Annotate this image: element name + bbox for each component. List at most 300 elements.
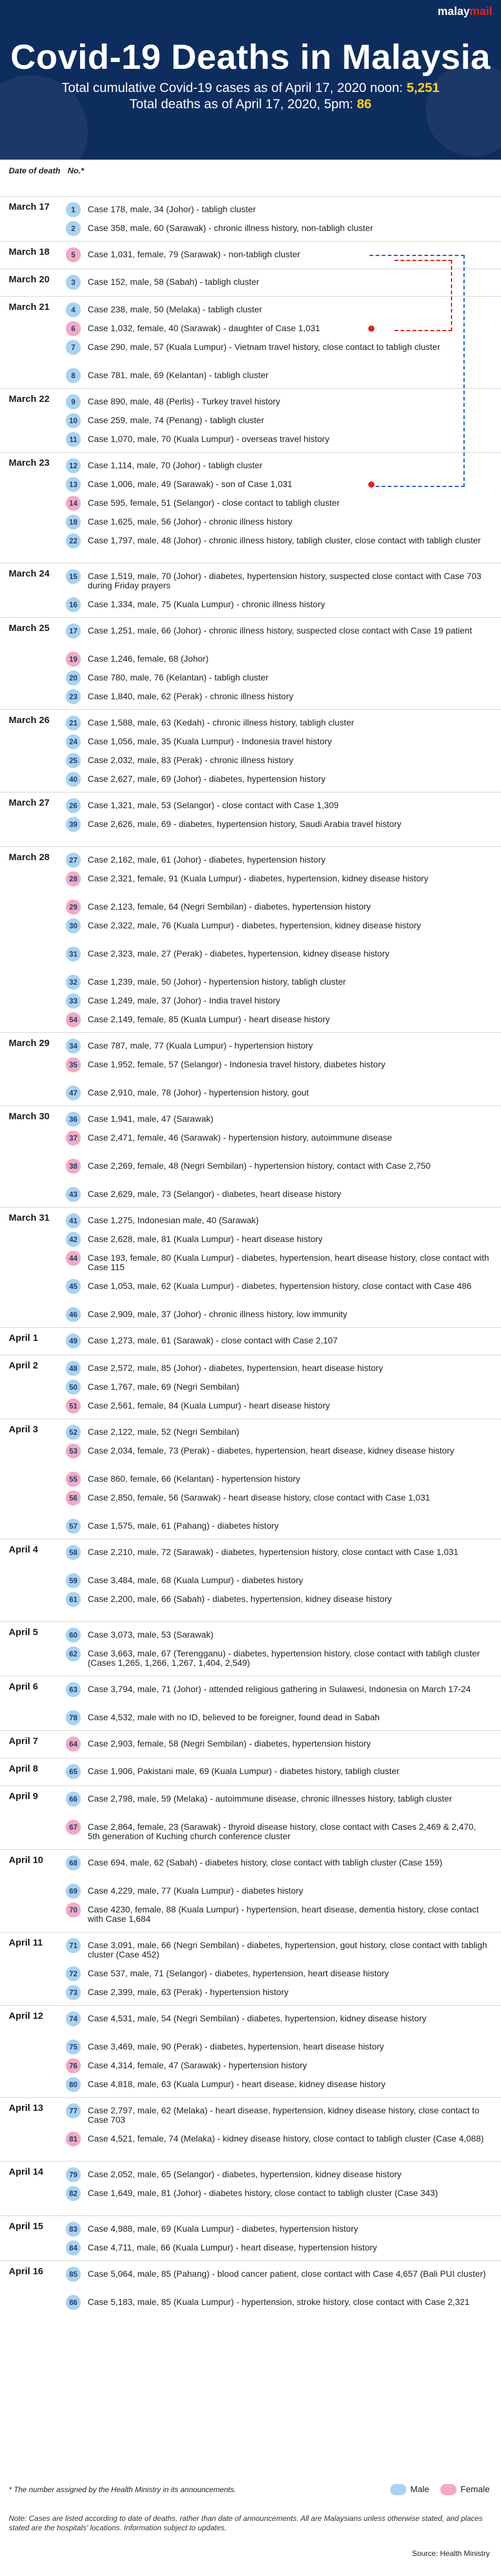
cumulative-cases-value: 5,251 — [406, 81, 440, 95]
case-number-badge: 83 — [66, 2222, 81, 2237]
case-number-badge: 50 — [66, 1380, 81, 1395]
case-description: Case 4,314, female, 47 (Sarawak) - hypertension history — [88, 2060, 307, 2070]
case-description: Case 2,321, female, 91 (Kuala Lumpur) - diabetes, hypertension, kidney disease history — [88, 873, 428, 883]
case-number-badge: 33 — [66, 993, 81, 1008]
case-number-badge: 1 — [66, 202, 81, 217]
case-description: Case 238, male, 50 (Melaka) - tabligh cluster — [88, 304, 262, 314]
case-entry — [66, 1010, 490, 1029]
case-description: Case 4,532, male with no ID, believed to be foreigner, found dead in Sabah — [88, 1712, 380, 1722]
death-date: March 17 — [9, 202, 50, 212]
date-group — [0, 1730, 501, 1758]
case-number-badge: 32 — [66, 975, 81, 990]
case-number-badge: 12 — [66, 458, 81, 473]
case-description: Case 3,794, male, 71 (Johor) - attended religious gathering in Sulawesi, Indonesia on March 17-24 — [88, 1684, 471, 1694]
case-entry — [66, 687, 490, 706]
case-description: Case 1,952, female, 57 (Selangor) - Indonesia travel history, diabetes history — [88, 1059, 386, 1069]
case-entry — [66, 219, 490, 238]
case-number-badge: 23 — [66, 689, 81, 704]
case-number-badge: 46 — [66, 1307, 81, 1322]
death-date: March 30 — [9, 1111, 50, 1122]
case-number-badge: 65 — [66, 1764, 81, 1779]
brand-logo[interactable]: malaymail — [437, 5, 492, 18]
date-group — [0, 1932, 501, 2005]
case-number-badge: 34 — [66, 1039, 81, 1054]
case-number-badge: 16 — [66, 597, 81, 612]
case-description: Case 1,334, male, 75 (Kuala Lumpur) - chronic illness history — [88, 599, 325, 609]
case-number-badge: 38 — [66, 1159, 81, 1174]
total-deaths-line: Total deaths as of April 17, 2020, 5pm: 86 — [129, 97, 372, 111]
case-number-badge: 67 — [66, 1820, 81, 1835]
case-description: Case 2,149, female, 85 (Kuala Lumpur) - heart disease history — [88, 1014, 330, 1024]
death-date: April 1 — [9, 1333, 38, 1343]
case-entry — [66, 1230, 490, 1249]
date-group — [0, 1758, 501, 1785]
case-description: Case 5,183, male, 85 (Kuala Lumpur) - hypertension, stroke history, close contact with Case 2,321 — [88, 2297, 470, 2307]
case-entry — [66, 1790, 490, 1818]
date-group — [0, 1032, 501, 1106]
male-legend-label: Male — [410, 2484, 430, 2494]
death-date: March 29 — [9, 1038, 50, 1049]
case-entry — [66, 1571, 490, 1590]
case-entry — [66, 1590, 490, 1618]
case-entry — [66, 1680, 490, 1708]
case-number-badge: 8 — [66, 368, 81, 383]
case-entry — [66, 2265, 490, 2293]
case-description: Case 1,070, male, 70 (Kuala Lumpur) - overseas travel history — [88, 434, 329, 444]
case-entry — [66, 2184, 490, 2212]
date-group — [0, 2161, 501, 2215]
case-entry — [66, 2009, 490, 2038]
case-description: Case 2,561, female, 84 (Kuala Lumpur) - heart disease history — [88, 1400, 330, 1410]
case-number-badge: 58 — [66, 1545, 81, 1560]
case-entry — [66, 1762, 490, 1781]
case-number-badge: 5 — [66, 247, 81, 262]
case-number-badge: 75 — [66, 2040, 81, 2055]
case-description: Case 1,275, Indonesian male, 40 (Sarawak) — [88, 1215, 259, 1225]
case-number-badge: 30 — [66, 918, 81, 933]
death-date: April 3 — [9, 1424, 38, 1435]
case-entry — [66, 1735, 490, 1753]
case-description: Case 1,246, female, 68 (Johor) — [88, 654, 209, 664]
case-number-badge: 4 — [66, 302, 81, 317]
case-number-badge: 57 — [66, 1519, 81, 1534]
case-description: Case 1,273, male, 61 (Sarawak) - close contact with Case 2,107 — [88, 1335, 338, 1345]
case-entry — [66, 1818, 490, 1846]
case-number-badge: 42 — [66, 1232, 81, 1247]
case-number-badge: 25 — [66, 753, 81, 768]
case-description: Case 2,850, female, 56 (Sarawak) - heart disease history, close contact with Case 1,031 — [88, 1492, 430, 1502]
death-date: March 20 — [9, 274, 50, 285]
death-date: April 2 — [9, 1360, 38, 1371]
death-date: April 4 — [9, 1544, 38, 1555]
case-number-badge: 74 — [66, 2011, 81, 2026]
case-entry — [66, 622, 490, 650]
case-description: Case 2,797, male, 62 (Melaka) - heart disease, hypertension, kidney disease history, close contact to Case 703 — [88, 2105, 480, 2125]
disclaimer-note: Note: Cases are listed according to date of deaths, rather than date of announcements. All are Malaysians unless otherwise stated, and places stated are the hospitals' locations. Information subject to updates. — [9, 2514, 483, 2532]
case-entry — [66, 1936, 490, 1964]
case-number-badge: 60 — [66, 1628, 81, 1643]
case-number-badge: 85 — [66, 2267, 81, 2282]
death-date: March 24 — [9, 568, 50, 579]
case-description: Case 2,903, female, 58 (Negri Sembilan) - diabetes, hypertension history — [88, 1738, 371, 1748]
case-number-badge: 17 — [66, 623, 81, 639]
case-number-badge: 54 — [66, 1012, 81, 1027]
case-description: Case 4,818, male, 63 (Kuala Lumpur) - heart disease, kidney disease history — [88, 2079, 386, 2089]
case-number-badge: 26 — [66, 798, 81, 813]
case-description: Case 595, female, 51 (Selangor) - close contact to tabligh cluster — [88, 498, 340, 508]
date-group — [0, 1785, 501, 1849]
case-description: Case 3,091, male, 66 (Negri Sembilan) - diabetes, hypertension, gout history, close contact with tabligh cluster (Case 452) — [88, 1940, 487, 1959]
footnote: * The number assigned by the Health Ministry in its announcements. — [9, 2485, 236, 2494]
case-entry — [66, 1708, 490, 1727]
female-swatch — [440, 2484, 457, 2495]
case-number-badge: 45 — [66, 1279, 81, 1294]
case-entry — [66, 1037, 490, 1055]
case-entry — [66, 2056, 490, 2075]
case-entry — [66, 494, 490, 513]
case-description: Case 1,588, male, 63 (Kedah) - chronic illness history, tabligh cluster — [88, 717, 354, 727]
cumulative-cases-line: Total cumulative Covid-19 cases as of April 17, 2020 noon: 5,251 — [61, 81, 440, 95]
case-description: Case 2,122, male, 52 (Negri Sembilan) — [88, 1427, 240, 1437]
case-entry — [66, 2075, 490, 2094]
case-number-badge: 19 — [66, 652, 81, 667]
case-description: Case 2,627, male, 69 (Johor) - diabetes, hypertension history — [88, 774, 326, 784]
date-group — [0, 617, 501, 709]
case-description: Case 2,322, male, 76 (Kuala Lumpur) - diabetes, hypertension, kidney disease history — [88, 920, 421, 930]
case-description: Case 2,052, male, 65 (Selangor) - diabetes, hypertension, kidney disease history — [88, 2169, 402, 2179]
case-description: Case 4,531, male, 54 (Negri Sembilan) - diabetes, hypertension, kidney disease history — [88, 2013, 426, 2023]
case-description: Case 1,625, male, 56 (Johor) - chronic illness history — [88, 516, 292, 526]
case-description: Case 1,031, female, 79 (Sarawak) - non-tabligh cluster — [88, 249, 301, 259]
case-number-badge: 64 — [66, 1737, 81, 1752]
case-entry — [66, 1332, 490, 1350]
case-entry — [66, 1901, 490, 1929]
case-description: Case 2,864, female, 23 (Sarawak) - thyroid disease history, close contact with Cases 2,469 & 2,470, 5th generation of Kuching church conference cluster — [88, 1822, 476, 1841]
case-description: Case 290, male, 57 (Kuala Lumpur) - Vietnam travel history, close contact to tabligh cluster — [88, 342, 440, 352]
case-number-badge: 77 — [66, 2103, 81, 2118]
case-entry — [66, 870, 490, 898]
case-number-badge: 40 — [66, 772, 81, 787]
date-group — [0, 1849, 501, 1932]
case-entry — [66, 650, 490, 669]
female-legend-label: Female — [460, 2484, 490, 2494]
case-number-badge: 79 — [66, 2167, 81, 2182]
case-number-badge: 69 — [66, 1884, 81, 1899]
case-description: Case 2,200, male, 66 (Sabah) - diabetes, hypertension, kidney disease history — [88, 1594, 392, 1604]
death-date: March 25 — [9, 623, 50, 634]
male-swatch — [390, 2484, 406, 2495]
case-entry — [66, 973, 490, 992]
header-banner — [0, 0, 501, 160]
case-number-badge: 70 — [66, 1902, 81, 1917]
case-description: Case 2,123, female, 64 (Negri Sembilan) - diabetes, hypertension history — [88, 901, 371, 911]
case-entry — [66, 732, 490, 751]
date-group — [0, 2097, 501, 2161]
death-date: April 9 — [9, 1791, 38, 1802]
case-entry — [66, 1249, 490, 1277]
case-description: Case 860, female, 66 (Kelantan) - hypertension history — [88, 1474, 301, 1484]
case-description: Case 1,575, male, 61 (Pahang) - diabetes history — [88, 1521, 279, 1531]
case-number-badge: 21 — [66, 716, 81, 731]
case-entry — [66, 1882, 490, 1901]
case-description: Case 1,251, male, 66 (Johor) - chronic illness history, suspected close contact with Case 19 patient — [88, 625, 472, 635]
case-description: Case 4,711, male, 66 (Kuala Lumpur) - heart disease, hypertension history — [88, 2242, 377, 2252]
case-number-badge: 29 — [66, 900, 81, 915]
case-number-badge: 14 — [66, 496, 81, 511]
case-description: Case 1,239, male, 50 (Johor) - hypertension history, tabligh cluster — [88, 977, 346, 987]
case-number-badge: 6 — [66, 321, 81, 336]
date-group — [0, 2215, 501, 2260]
case-entry — [66, 1277, 490, 1305]
death-date: March 31 — [9, 1213, 50, 1223]
case-entry — [66, 1543, 490, 1571]
column-headers — [0, 160, 501, 196]
case-description: Case 178, male, 34 (Johor) - tabligh cluster — [88, 204, 256, 214]
case-description: Case 2,798, male, 59 (Melaka) - autoimmune disease, chronic illnesses history, tabligh cluster — [88, 1793, 452, 1804]
date-group — [0, 1327, 501, 1355]
case-number-badge: 24 — [66, 734, 81, 749]
date-group — [0, 196, 501, 241]
death-date: April 13 — [9, 2103, 44, 2113]
case-description: Case 193, female, 80 (Kuala Lumpur) - diabetes, hypertension, heart disease history, close contact with Case 115 — [88, 1253, 489, 1272]
case-description: Case 3,073, male, 53 (Sarawak) — [88, 1629, 214, 1640]
case-description: Case 1,649, male, 81 (Johor) - diabetes history, close contact to tabligh cluster (Case 343) — [88, 2188, 438, 2198]
case-entry — [66, 595, 490, 614]
case-description: Case 2,032, male, 83 (Perak) - chronic illness history — [88, 755, 294, 765]
gender-legend — [381, 2484, 490, 2495]
case-entry — [66, 2165, 490, 2184]
death-date: April 7 — [9, 1736, 38, 1747]
case-number-badge: 39 — [66, 817, 81, 832]
case-description: Case 787, male, 77 (Kuala Lumpur) - hypertension history — [88, 1040, 313, 1050]
death-date: March 23 — [9, 458, 50, 468]
case-entry — [66, 1964, 490, 1983]
case-entry — [66, 1489, 490, 1517]
case-description: Case 537, male, 71 (Selangor) - diabetes, hypertension, heart disease history — [88, 1968, 389, 1978]
case-description: Case 2,210, male, 72 (Sarawak) - diabetes, hypertension history, close contact with Case 1,031 — [88, 1547, 458, 1557]
case-entry — [66, 851, 490, 870]
case-entry — [66, 567, 490, 595]
case-entry — [66, 513, 490, 531]
case-description: Case 2,629, male, 73 (Selangor) - diabetes, heart disease history — [88, 1189, 341, 1199]
case-description: Case 1,321, male, 53 (Selangor) - close contact with Case 1,309 — [88, 800, 339, 810]
date-group — [0, 563, 501, 617]
case-number-badge: 27 — [66, 853, 81, 868]
case-number-badge: 20 — [66, 670, 81, 685]
case-entry — [66, 751, 490, 770]
case-entry — [66, 945, 490, 973]
case-entry — [66, 1129, 490, 1157]
case-entry — [66, 1084, 490, 1102]
case-description: Case 2,034, female, 73 (Perak) - diabetes, hypertension, heart disease, kidney disease history — [88, 1445, 455, 1455]
death-date: April 8 — [9, 1763, 38, 1774]
case-entry — [66, 1645, 490, 1673]
case-number-badge: 56 — [66, 1491, 81, 1506]
case-entry — [66, 2293, 490, 2321]
family-link-dot — [368, 326, 374, 332]
case-entry — [66, 1110, 490, 1129]
family-link-line — [395, 260, 452, 331]
case-number-badge: 59 — [66, 1573, 81, 1588]
case-number-badge: 81 — [66, 2132, 81, 2147]
case-number-badge: 15 — [66, 569, 81, 584]
date-group — [0, 2260, 501, 2324]
case-number-badge: 86 — [66, 2295, 81, 2310]
death-date: March 21 — [9, 302, 50, 312]
death-date: April 16 — [9, 2266, 44, 2277]
date-group — [0, 2005, 501, 2097]
case-description: Case 3,484, male, 68 (Kuala Lumpur) - diabetes history — [88, 1575, 303, 1585]
case-entry — [66, 1185, 490, 1204]
case-number-badge: 11 — [66, 432, 81, 447]
case-number-badge: 63 — [66, 1682, 81, 1697]
case-number-badge: 76 — [66, 2058, 81, 2073]
case-description: Case 1,114, male, 70 (Johor) - tabligh cluster — [88, 460, 263, 470]
date-group — [0, 792, 501, 846]
case-entry — [66, 669, 490, 687]
case-number-badge: 35 — [66, 1057, 81, 1072]
case-number-badge: 82 — [66, 2186, 81, 2201]
case-entry — [66, 714, 490, 732]
death-date: April 6 — [9, 1681, 38, 1692]
case-number-badge: 43 — [66, 1187, 81, 1202]
case-description: Case 1,053, male, 62 (Kuala Lumpur) - diabetes, hypertension history, close contact with Case 486 — [88, 1281, 472, 1291]
case-description: Case 1,006, male, 49 (Sarawak) - son of Case 1,031 — [88, 479, 292, 489]
case-number-badge: 2 — [66, 221, 81, 236]
case-number-badge: 3 — [66, 275, 81, 290]
case-description: Case 2,910, male, 78 (Johor) - hypertension history, gout — [88, 1087, 309, 1097]
case-description: Case 1,032, female, 40 (Sarawak) - daughter of Case 1,031 — [88, 323, 321, 333]
date-group — [0, 1621, 501, 1676]
case-number-badge: 68 — [66, 1855, 81, 1870]
death-date: April 5 — [9, 1627, 38, 1638]
case-description: Case 1,840, male, 62 (Perak) - chronic illness history — [88, 691, 294, 701]
death-date: April 15 — [9, 2221, 44, 2232]
date-group — [0, 709, 501, 792]
case-entry — [66, 1359, 490, 1378]
case-number-badge: 78 — [66, 1710, 81, 1725]
case-number-badge: 18 — [66, 515, 81, 530]
case-number-badge: 73 — [66, 1985, 81, 2000]
case-description: Case 890, male, 48 (Perlis) - Turkey travel history — [88, 396, 281, 406]
case-number-badge: 10 — [66, 413, 81, 428]
case-entry — [66, 992, 490, 1010]
case-description: Case 152, male, 58 (Sabah) - tabligh cluster — [88, 277, 259, 287]
family-link-dot — [368, 481, 374, 488]
case-description: Case 3,469, male, 90 (Perak) - diabetes, hypertension, heart disease history — [88, 2041, 385, 2051]
case-number-badge: 62 — [66, 1646, 81, 1661]
case-number-badge: 84 — [66, 2240, 81, 2255]
case-entry — [66, 531, 490, 560]
case-description: Case 358, male, 60 (Sarawak) - chronic illness history, non-tabligh cluster — [88, 223, 373, 233]
case-entry — [66, 898, 490, 916]
case-number-badge: 7 — [66, 340, 81, 355]
total-deaths-value: 86 — [356, 97, 372, 111]
case-number-badge: 37 — [66, 1131, 81, 1146]
case-entry — [66, 1626, 490, 1645]
case-entry — [66, 916, 490, 945]
case-number-badge: 9 — [66, 394, 81, 409]
case-number-badge: 80 — [66, 2077, 81, 2092]
case-number-badge: 44 — [66, 1251, 81, 1266]
case-description: Case 1,056, male, 35 (Kuala Lumpur) - Indonesia travel history — [88, 736, 332, 746]
case-number-badge: 72 — [66, 1966, 81, 1981]
case-entry — [66, 1854, 490, 1882]
case-description: Case 2,909, male, 37 (Johor) - chronic illness history, low immunity — [88, 1309, 348, 1319]
case-number-badge: 71 — [66, 1938, 81, 1953]
case-entry — [66, 1423, 490, 1442]
case-number-badge: 55 — [66, 1472, 81, 1487]
death-date: April 10 — [9, 1855, 44, 1865]
case-number-badge: 36 — [66, 1112, 81, 1127]
case-description: Case 1,797, male, 48 (Johor) - chronic illness history, tabligh cluster, close contact with tabligh cluster — [88, 535, 481, 545]
case-number-badge: 47 — [66, 1085, 81, 1101]
source-credit: Source: Health Ministry — [411, 2549, 490, 2558]
death-date: March 26 — [9, 715, 50, 726]
death-date: March 22 — [9, 394, 50, 404]
case-entry — [66, 2239, 490, 2257]
case-number-badge: 52 — [66, 1425, 81, 1440]
case-description: Case 2,572, male, 85 (Johor) - diabetes, hypertension, heart disease history — [88, 1363, 383, 1373]
case-description: Case 2,471, female, 46 (Sarawak) - hypertension history, autoimmune disease — [88, 1132, 393, 1142]
case-entry — [66, 2130, 490, 2158]
number-column-header: No.* — [68, 166, 84, 175]
date-group — [0, 1355, 501, 1419]
date-group — [0, 1207, 501, 1327]
case-entry — [66, 1442, 490, 1470]
case-description: Case 3,663, male, 67 (Terengganu) - diabetes, hypertension history, close contact with tabligh cluster (Cases 1,265, 1,266, 1,267, 1,404, 2,549) — [88, 1648, 480, 1668]
case-entry — [66, 1211, 490, 1230]
death-date: April 11 — [9, 1937, 43, 1948]
case-number-badge: 22 — [66, 533, 81, 548]
case-number-badge: 51 — [66, 1398, 81, 1414]
case-description: Case 2,269, female, 48 (Negri Sembilan) - hypertension history, contact with Case 2,750 — [88, 1161, 431, 1171]
case-entry — [66, 815, 490, 843]
case-entry — [66, 200, 490, 219]
date-group — [0, 1106, 501, 1207]
case-number-badge: 41 — [66, 1213, 81, 1228]
case-entry — [66, 2101, 490, 2130]
case-entry — [66, 1983, 490, 2002]
case-description: Case 694, male, 62 (Sabah) - diabetes history, close contact with tabligh cluster (Case 159) — [88, 1857, 443, 1867]
date-group — [0, 1419, 501, 1539]
death-date: April 12 — [9, 2011, 44, 2021]
case-description: Case 4230, female, 88 (Kuala Lumpur) - hypertension, heart disease, dementia history, close contact with Case 1,684 — [88, 1904, 479, 1924]
case-entry — [66, 1517, 490, 1536]
case-description: Case 2,323, male, 27 (Perak) - diabetes, hypertension, kidney disease history — [88, 948, 390, 958]
case-entry — [66, 1055, 490, 1084]
death-date: March 27 — [9, 798, 50, 808]
case-description: Case 1,249, male, 37 (Johor) - India travel history — [88, 995, 281, 1005]
case-entry — [66, 796, 490, 815]
death-date: March 18 — [9, 247, 50, 257]
case-description: Case 781, male, 69 (Kelantan) - tabligh cluster — [88, 370, 269, 380]
case-entry — [66, 1157, 490, 1185]
case-number-badge: 49 — [66, 1333, 81, 1348]
case-description: Case 2,628, male, 81 (Kuala Lumpur) - heart disease history — [88, 1234, 323, 1244]
death-list — [0, 196, 501, 2324]
case-description: Case 259, male, 74 (Penang) - tabligh cluster — [88, 415, 264, 425]
case-description: Case 2,399, male, 63 (Perak) - hypertension history — [88, 1987, 289, 1997]
case-entry — [66, 2038, 490, 2056]
date-column-header: Date of death — [9, 166, 61, 175]
case-number-badge: 53 — [66, 1444, 81, 1459]
case-entry — [66, 770, 490, 789]
case-number-badge: 31 — [66, 947, 81, 962]
case-entry — [66, 2220, 490, 2239]
page-title: Covid-19 Deaths in Malaysia — [10, 37, 491, 76]
date-group — [0, 1676, 501, 1730]
